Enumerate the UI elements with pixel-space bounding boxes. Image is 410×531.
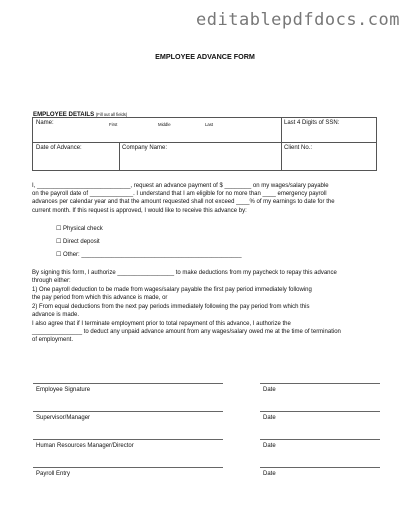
employee-details-title: EMPLOYEE DETAILS [33,111,95,118]
form-title: EMPLOYEE ADVANCE FORM [155,52,255,61]
supervisor-date-label: Date [263,415,276,421]
payroll-entry-line[interactable] [33,467,223,468]
watermark: editablepdfdocs.com [196,10,400,30]
option-other[interactable]: ☐ Other: ________________________________________________ [56,252,242,258]
supervisor-date-line[interactable] [260,411,380,412]
middle-name-label: Middle [158,122,171,127]
employee-details-table [32,117,377,171]
employee-date-label: Date [263,387,276,393]
hr-signature-label: Human Resources Manager/Director [36,443,134,449]
employee-details-note: (Fill out all fields) [95,112,128,117]
supervisor-signature-label: Supervisor/Manager [36,415,91,421]
company-name-label: Company Name: [122,145,168,151]
hr-date-label: Date [263,443,276,449]
request-paragraph: I, ____________________________, request an advance payment of $ ________ on my wages/salary payable on the payroll date of _____________. I understand that I am eligible for no more than ____ emergency payroll advances per calendar year and that the amount requested shall not exceed ____% of my earnings to date for the current month. If this request is approved, I would like to receive this advance by: [32,183,335,214]
employee-date-line[interactable] [260,383,380,384]
date-of-advance-label: Date of Advance: [36,145,82,151]
column-divider [119,142,120,170]
client-no-label: Client No.: [284,145,313,151]
hr-date-line[interactable] [260,439,380,440]
deduction-option-one: 1) One payroll deduction to be made from wages/salary payable the first pay period immediately following the pay period from which this advance is made, or [32,287,312,302]
first-name-label: First [109,122,118,127]
column-divider [281,118,282,170]
row-divider [33,142,376,143]
supervisor-signature-line[interactable] [33,411,223,412]
last-name-label: Last [205,122,214,127]
payroll-date-label: Date [263,471,276,477]
termination-paragraph: I also agree that if I terminate employment prior to total repayment of this advance, I authorize the _______________ to deduct any unpaid advance amount from any wages/salary owed me at the time of termination of employment. [32,321,341,344]
payroll-entry-label: Payroll Entry [36,471,71,477]
payroll-date-line[interactable] [260,467,380,468]
name-label: Name: [36,120,54,126]
authorization-paragraph: By signing this form, I authorize _________________ to make deductions from my paycheck to repay this advance through either: [32,270,337,285]
ssn-label: Last 4 Digits of SSN: [284,120,340,126]
employee-signature-line[interactable] [33,383,223,384]
employee-signature-label: Employee Signature [36,387,91,393]
option-physical-check[interactable]: ☐ Physical check [56,226,103,232]
deduction-option-two: 2) From equal deductions from the next pay periods immediately following the pay period from which this advance is made. [32,304,310,319]
option-direct-deposit[interactable]: ☐ Direct deposit [56,239,100,245]
hr-signature-line[interactable] [33,439,223,440]
